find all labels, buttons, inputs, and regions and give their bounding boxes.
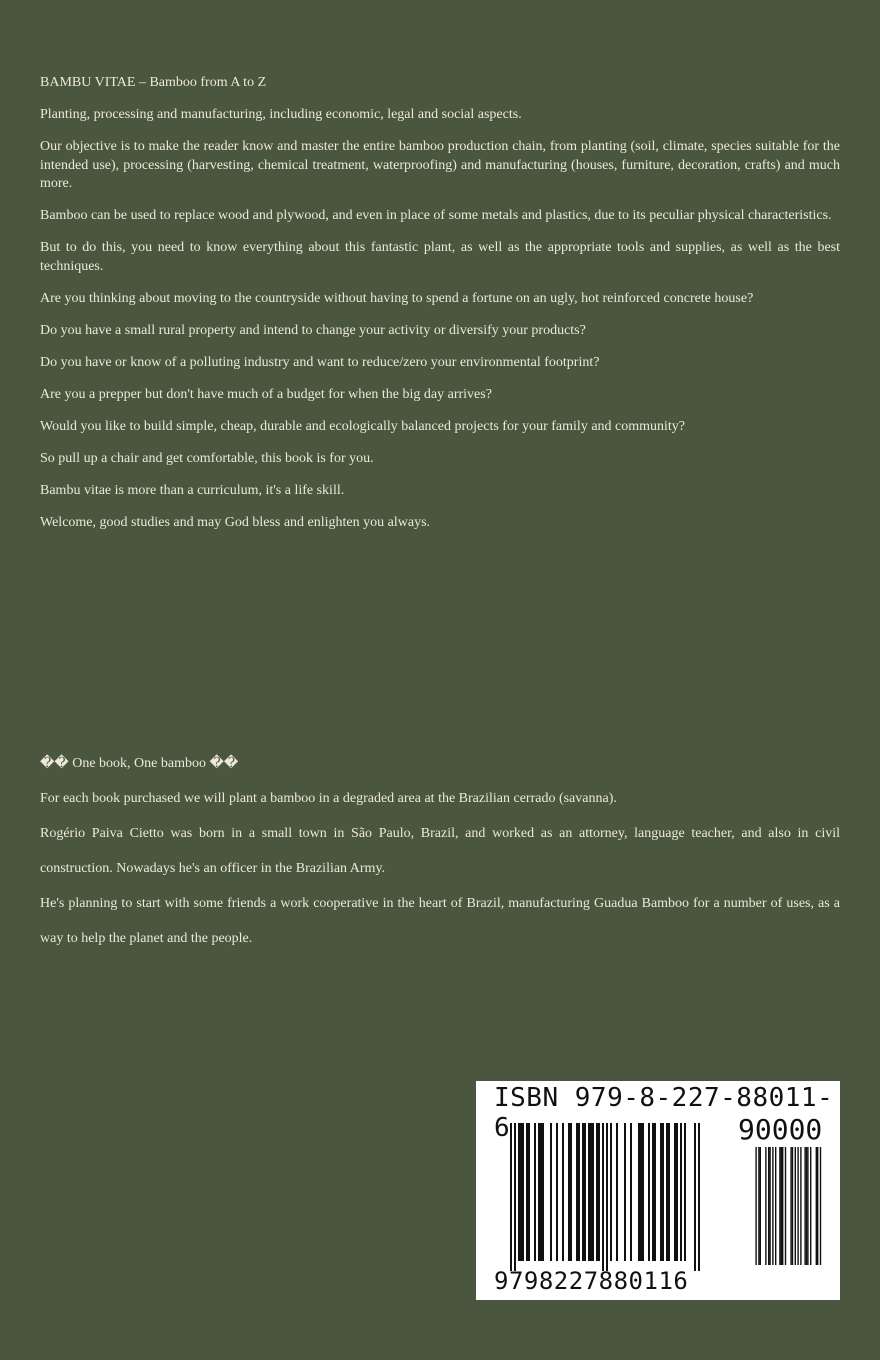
barcode-bar [666, 1123, 668, 1261]
blurb-closing: Welcome, good studies and may God bless and enlighten you always. [40, 514, 431, 530]
barcode-bar [578, 1123, 580, 1261]
barcode-bar [638, 1123, 640, 1261]
barcode-bar [684, 1123, 686, 1261]
barcode-bar [596, 1123, 598, 1261]
blurb-question: Are you thinking about moving to the countryside without having to spend a fortune on an ugly, hot reinforced concrete house? [40, 290, 754, 306]
barcode-bar [592, 1123, 594, 1261]
barcode-bar [510, 1123, 512, 1271]
blurb-paragraph: So pull up a chair and get comfortable, this book is for you. [40, 450, 374, 466]
isbn-label: ISBN 979-8-227-88011-6 [494, 1083, 834, 1143]
barcode-bar [610, 1123, 612, 1261]
barcode-bar [804, 1147, 805, 1265]
author-bio: Rogério Paiva Cietto was born in a small town in São Paulo, Brazil, and worked as an attorney, language teacher, and also in civil construction. Nowadays he's an officer in the Brazilian Army. [40, 826, 840, 876]
isbn-barcode [476, 1081, 840, 1300]
barcode-bar [602, 1123, 604, 1271]
barcode-bar [807, 1147, 808, 1265]
barcode-bar [795, 1147, 796, 1265]
barcode-bar [820, 1147, 821, 1265]
barcode-bar [772, 1147, 773, 1265]
barcode-bar [534, 1123, 536, 1261]
barcode-bar [576, 1123, 578, 1261]
barcode-bar [680, 1123, 682, 1261]
barcode-bar [781, 1147, 782, 1265]
barcode-bar [606, 1123, 608, 1271]
blurb-paragraph: Our objective is to make the reader know and master the entire bamboo production chain, from planting (soil, climate, species suitable for the intended use), processing (harvesting, chemical treatment, waterproofing) and manufacturing (houses, furniture, decoration, crafts) and much more. [40, 139, 840, 191]
barcode-bar [779, 1147, 780, 1265]
barcode-bar [522, 1123, 524, 1261]
barcode-bar [782, 1147, 783, 1265]
blurb-section [40, 74, 840, 546]
barcode-bar [785, 1147, 786, 1265]
blurb-title: BAMBU VITAE – Bamboo from A to Z [40, 75, 267, 90]
blurb-paragraph: Bamboo can be used to replace wood and plywood, and even in place of some metals and plastics, due to its peculiar physical characteristics. [40, 208, 832, 223]
barcode-bar [698, 1123, 700, 1271]
author-section [40, 746, 840, 956]
barcode-bar [616, 1123, 618, 1261]
barcode-bar [810, 1147, 811, 1265]
barcode-bar [520, 1123, 522, 1261]
barcode-bar [538, 1123, 540, 1261]
barcode-bar [526, 1123, 528, 1261]
blurb-question: Would you like to build simple, cheap, durable and ecologically balanced projects for your family and community? [40, 418, 686, 434]
blurb-paragraph: Bambu vitae is more than a curriculum, it's a life skill. [40, 482, 345, 498]
barcode-bar [816, 1147, 817, 1265]
ean-digits: 9798227880116 [494, 1267, 689, 1295]
barcode-bar [676, 1123, 678, 1261]
barcode-bar [514, 1123, 516, 1271]
barcode-bar [598, 1123, 600, 1261]
blurb-question: Do you have a small rural property and intend to change your activity or diversify your products? [40, 322, 586, 338]
barcode-bar [800, 1147, 801, 1265]
author-plans: He's planning to start with some friends a work cooperative in the heart of Brazil, manufacturing Guadua Bamboo for a number of uses, as a way to help the planet and the people. [40, 896, 840, 946]
barcode-bar [817, 1147, 818, 1265]
barcode-bar [630, 1123, 632, 1261]
barcode-bar [668, 1123, 670, 1261]
barcode-bar [642, 1123, 644, 1261]
barcode-bar [760, 1147, 761, 1265]
barcode-bar [662, 1123, 664, 1261]
ean-barcode-bars [510, 1123, 706, 1273]
barcode-bar [518, 1123, 520, 1261]
barcode-bar [582, 1123, 584, 1261]
barcode-bar [648, 1123, 650, 1261]
barcode-bar [768, 1147, 769, 1265]
barcode-bar [562, 1123, 564, 1261]
barcode-bar [542, 1123, 544, 1261]
barcode-bar [660, 1123, 662, 1261]
barcode-bar [775, 1147, 776, 1265]
addon-barcode-bars [754, 1147, 824, 1265]
barcode-bar [790, 1147, 791, 1265]
barcode-bar [694, 1123, 696, 1271]
barcode-bar [806, 1147, 807, 1265]
barcode-bar [590, 1123, 592, 1261]
barcode-bar [588, 1123, 590, 1261]
barcode-bar [568, 1123, 570, 1261]
blurb-question: Do you have or know of a polluting industry and want to reduce/zero your environmental footprint? [40, 354, 600, 370]
barcode-bar [792, 1147, 793, 1265]
barcode-bar [624, 1123, 626, 1261]
barcode-bar [540, 1123, 542, 1261]
barcode-bar [640, 1123, 642, 1261]
barcode-bar [765, 1147, 766, 1265]
blurb-question: Are you a prepper but don't have much of a budget for when the big day arrives? [40, 386, 492, 402]
barcode-bar [674, 1123, 676, 1261]
barcode-bar [556, 1123, 558, 1261]
barcode-bar [528, 1123, 530, 1261]
barcode-bar [652, 1123, 654, 1261]
barcode-bar [654, 1123, 656, 1261]
price-code: 90000 [738, 1113, 823, 1146]
blurb-paragraph: But to do this, you need to know everything about this fantastic plant, as well as the appropriate tools and supplies, as well as the best techniques. [40, 240, 840, 274]
blurb-subtitle: Planting, processing and manufacturing, including economic, legal and social aspects. [40, 107, 522, 122]
barcode-bar [550, 1123, 552, 1261]
barcode-bar [758, 1147, 759, 1265]
barcode-bar [584, 1123, 586, 1261]
campaign-text: For each book purchased we will plant a bamboo in a degraded area at the Brazilian cerrado (savanna). [40, 791, 617, 806]
barcode-bar [570, 1123, 572, 1261]
barcode-bar [769, 1147, 770, 1265]
barcode-bar [797, 1147, 798, 1265]
campaign-heading: �� One book, One bamboo �� [40, 756, 239, 771]
barcode-bar [755, 1147, 756, 1265]
